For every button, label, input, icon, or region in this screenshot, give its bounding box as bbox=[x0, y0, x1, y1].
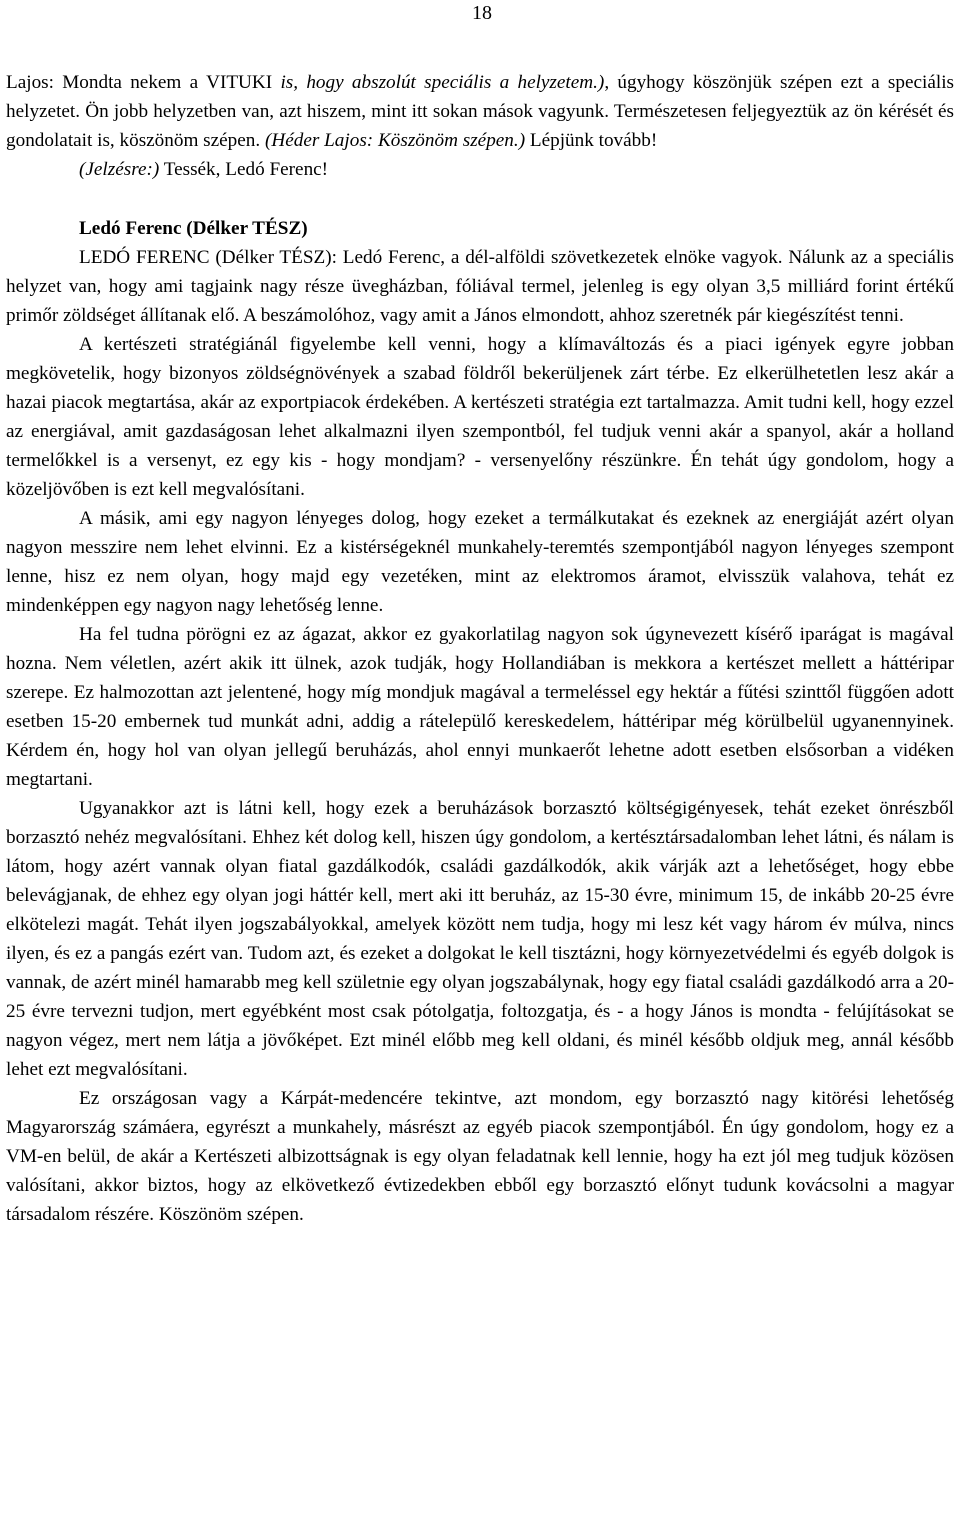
body-paragraph-3: A másik, ami egy nagyon lényeges dolog, hogy ezeket a termálkutakat és ezeknek az energiáját azért olyan nagyon messzire nem lehet elvinni. Ez a kistérségeknél munkahely-teremtés szempontjából nagyon lényeges szempont lenne, hisz ez nem olyan, hogy majd egy vezetéken, mint az elektromos áramot, elvisszük valahova, tehát ez mindenképpen egy nagyon nagy lehetőség lenne. bbox=[6, 508, 954, 616]
body-paragraph-5: Ugyanakkor azt is látni kell, hogy ezek a beruházások borzasztó költségigényesek, tehát ezeket önrészből borzasztó nehéz megvalósítani. Ehhez két dolog kell, hiszen úgy gondolom, a kertésztársadalomban lehet látni, és nálam is látom, hogy azért vannak olyan fiatal gazdálkodók, családi gazdálkodók, akik várják azt a lehetőséget, hogy ebbe belevágjanak, de ehhez egy olyan jogi háttér kell, mert aki itt beruház, az 15-30 évre, minimum 15, de inkább 20-25 évre elkötelezi magát. Tehát ilyen jogszabályokkal, amelyek között nem tudja, hogy mi lesz két vagy három év múlva, nincs ilyen, és ez a pangás ezért van. Tudom azt, és ezeket a dolgokat le kell tisztázni, hogy környezetvédelmi és egyéb dolgok is vannak, de azért minél hamarabb meg kell születnie egy olyan jogszabálynak, hogy egy fiatal családi gazdálkodó arra a 20-25 évre tervezni tudjon, mert egyébként most csak pótolgatja, foltozgatja, és - a hogy János is mondta - felújításokat se nagyon végez, mert nem látja a jövőképet. Ezt minél előbb meg kell oldani, és minél később oldjuk meg, annál később lehet ezt megvalósítani. bbox=[6, 798, 954, 1080]
page-number: 18 bbox=[472, 2, 492, 24]
speaker-call-text: Tessék, Ledó Ferenc! bbox=[159, 159, 329, 180]
body-paragraph-1: LEDÓ FERENC (Délker TÉSZ): Ledó Ferenc, a dél-alföldi szövetkezetek elnöke vagyok. Nálunk az a speciális helyzet van, hogy ami tagjaink nagy része üvegházban, fóliával termel, jelenleg is egy olyan 3,5 milliárd forint értékű primőr zöldséget állítanak elő. A beszámolóhoz, vagy amit a János elmondott, ahhoz szeretnék pár kiegészítést tenni. bbox=[6, 247, 954, 326]
body-paragraph-4: Ha fel tudna pörögni ez az ágazat, akkor ez gyakorlatilag nagyon sok úgynevezett kísérő iparágat is magával hozna. Nem véletlen, azért akik itt ülnek, azok tudják, hogy Hollandiában is mekkora a kertészet mellett a háttéripar szerepe. Ez halmozottan azt jelentené, hogy míg mondjuk magával a termeléssel egy hektár a fűtési szinttől függően adott esetben 15-20 embernek tud munkát adni, addig a rátelepülő kereskedelem, háttéripar még körülbelül ugyanennyinek. Kérdem én, hogy hol van olyan jellegű beruházás, ahol ennyi munkaerőt lehetne adott esetben elsősorban a vidéken megtartani. bbox=[6, 624, 954, 790]
intro-text-1: Lajos: Mondta nekem a VITUKI bbox=[6, 72, 281, 93]
intro-text-3: Lépjünk tovább! bbox=[525, 130, 658, 151]
section-heading: Ledó Ferenc (Délker TÉSZ) bbox=[79, 218, 308, 239]
body-paragraph-6: Ez országosan vagy a Kárpát-medencére tekintve, azt mondom, egy borzasztó nagy kitörési lehetőség Magyarország számáera, egyrészt a munkahely, másrészt az egyéb piacok szempontjából. Én úgy gondolom, hogy ez a VM-en belül, de akár a Kertészeti albizottságnak is egy olyan feladatnak kell lennie, hogy ha ezt jól meg tudjuk közösen valósítani, akkor biztos, hogy az elkövetkező évtizedekben ebből egy borzasztó előnyt tudunk kovácsolni a magyar társadalom részére. Köszönöm szépen. bbox=[6, 1088, 954, 1225]
speaker-call-italic: (Jelzésre:) bbox=[79, 159, 160, 180]
intro-italic-2: (Héder Lajos: Köszönöm szépen.) bbox=[265, 130, 526, 151]
intro-italic-1: is, hogy abszolút speciális a helyzetem.) bbox=[280, 72, 605, 93]
intro-text-2: , úgyhogy köszönjük szépen ezt a speciális helyzetet. Ön jobb helyzetben van, azt hiszem, mint itt sokan mások vagyunk. Természetesen feljegyeztük az ön kérését és gondolatait is, köszönöm szépen. bbox=[6, 72, 954, 151]
intro-paragraph bbox=[6, 68, 954, 155]
speaker-call-paragraph bbox=[6, 155, 954, 184]
body-paragraph-2: A kertészeti stratégiánál figyelembe kell venni, hogy a klímaváltozás és a piaci igények egyre jobban megkövetelik, hogy bizonyos zöldségnövények a szabad földről bekerüljenek zárt térbe. Ez elkerülhetetlen lesz akár a hazai piacok megtartása, akár az exportpiacok érdekében. A kertészeti stratégia ezt tartalmazza. Amit tudni kell, hogy ezzel az energiával, amit gazdaságosan lehet alkalmazni ilyen szempontból, fel tudjuk venni akár a spanyol, akár a holland termelőkkel is a versenyt, ez egy kis - hogy mondjam? - versenyelőny részünkre. Én tehát úgy gondolom, hogy a közeljövőben is ezt kell megvalósítani. bbox=[6, 334, 954, 500]
document-body bbox=[6, 68, 954, 1229]
